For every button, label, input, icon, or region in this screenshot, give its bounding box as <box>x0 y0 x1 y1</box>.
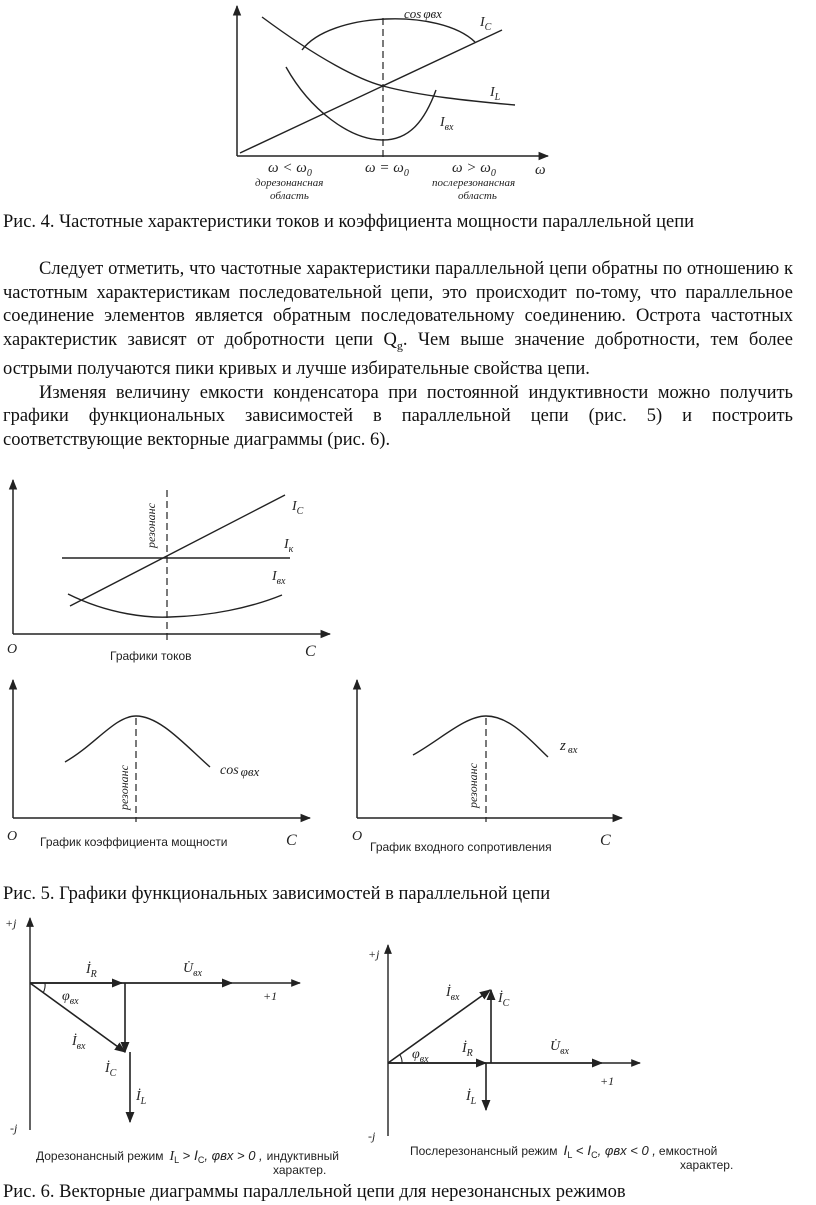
svg-text:Послерезонансный режимIL < IC,: Послерезонансный режим $I_L < I_C$, φвх < 0 , емкостной <box>410 1142 718 1160</box>
svg-text:İвх: $İ_{вх}$ <box>72 1034 86 1052</box>
svg-text:+1: +1 <box>600 1074 615 1088</box>
svg-text:Iвх: $I_{вх}$ <box>272 569 286 587</box>
fig4-region-below-1: дорезонансная <box>255 177 324 189</box>
svg-text:IL: $I_L$ <box>490 85 501 103</box>
fig4-tick-above: ω > ω <box>452 160 491 176</box>
svg-text:cosφвх: cos φвх <box>220 763 260 779</box>
fig6-left-diagram <box>5 916 339 1177</box>
fig4-region-below-2: область <box>270 190 309 202</box>
svg-text:İR: $İ_R$ <box>86 962 97 980</box>
svg-text:+1: +1 <box>263 989 278 1003</box>
fig5-power-label: cos <box>220 763 239 778</box>
fig5-power-resonance: резонанс <box>117 765 131 810</box>
svg-text:-j: -j <box>368 1129 376 1143</box>
fig5-power-title: График коэффициента мощности <box>40 835 228 849</box>
svg-text:характер.: характер. <box>273 1163 327 1177</box>
svg-text:C: C <box>305 643 316 660</box>
fig4-caption: Рис. 4. Частотные характеристики токов и коэффициента мощности параллельной цепи <box>3 212 695 232</box>
paragraph-1: Следует отметить, что частотные характеристики параллельной цепи обратны по отношению к частотным характеристикам последовательной цепи, это происходит по-тому, что параллельное соединение элементов является обратным последовательному соединению. Острота частотных характеристик зависят от добротности цепи $Q_g$. Чем выше значение добротности, тем более острыми получаются пики кривых и лучше избирательные свойства цепи. <box>3 259 793 380</box>
fig4-omega-axis-label: ω <box>535 162 546 178</box>
svg-text:zвх: z $_{вх}$ <box>560 738 578 756</box>
fig6-right-diagram <box>368 945 733 1172</box>
svg-text:O: O <box>352 829 363 844</box>
svg-text:IC: $I_C$ <box>480 15 492 33</box>
svg-text:φвх: $\varphi_{вх}$ <box>412 1047 429 1065</box>
svg-text:İC: $İ_C$ <box>105 1061 117 1079</box>
svg-text:cosφвх: cos φвх <box>404 6 442 21</box>
svg-text:C: C <box>286 832 297 849</box>
fig4-region-above-2: область <box>458 190 497 202</box>
svg-text:İL: $İ_L$ <box>466 1089 477 1107</box>
svg-text:ω = ω0: $\omega = \omega_0$ <box>365 160 409 179</box>
svg-text:İC: $İ_C$ <box>498 991 510 1009</box>
svg-text:U̇вх: $U̇_{вх}$ <box>183 961 202 979</box>
svg-text:C: C <box>600 832 611 849</box>
fig6-right-mode: Послерезонансный режим <box>410 1144 558 1158</box>
fig4-region-above-1: послерезонансная <box>432 177 516 189</box>
svg-text:U̇вх: $U̇_{вх}$ <box>550 1039 569 1057</box>
svg-text:Iвх: $I_{вх}$ <box>440 115 454 133</box>
fig4-tick-below: ω < ω <box>268 160 307 176</box>
fig4-iex-label: I <box>440 115 445 130</box>
fig6-right-iex-vector <box>388 990 490 1063</box>
svg-text:İвх: $İ_{вх}$ <box>446 985 460 1003</box>
fig4-ic-label: I <box>480 15 485 30</box>
svg-text:характер.: характер. <box>680 1158 734 1172</box>
svg-text:ω < ω0: $\omega < \omega_0$ <box>268 160 312 179</box>
svg-text:Дорезонансный режимIL > IC, φ: Дорезонансный режим $I_L > I_C$, φвх > 0 , индуктивный <box>36 1147 339 1165</box>
svg-text:IC: $I_C$ <box>292 499 304 517</box>
svg-text:İL: $İ_L$ <box>136 1089 147 1107</box>
fig4-il-label: I <box>490 85 495 100</box>
svg-text:O: O <box>7 642 18 657</box>
paragraph-2: Изменяя величину емкости конденсатора при постоянной индуктивности можно получить графики функциональных зависимостей в параллельной цепи (рис. 5) и построить соответствующие векторные диаграммы (рис. 6). <box>3 382 793 450</box>
fig6-caption: Рис. 6. Векторные диаграммы параллельной цепи для нерезонансных режимов <box>3 1182 626 1202</box>
fig5-currents-resonance: резонанс <box>144 503 158 548</box>
fig5-impedance-label: z <box>560 738 566 754</box>
fig6-left-mode: Дорезонансный режим <box>36 1149 164 1163</box>
svg-text:+j: +j <box>5 916 17 930</box>
svg-text:ω > ω0: $\omega > \omega_0$ <box>452 160 496 179</box>
fig5-impedance-title: График входного сопротивления <box>370 840 552 854</box>
svg-text:Iк: $I_к$ <box>284 537 294 555</box>
fig5-caption: Рис. 5. Графики функциональных зависимостей в параллельной цепи <box>3 884 551 904</box>
svg-text:φвх: $\varphi_{вх}$ <box>62 989 79 1007</box>
fig4-tick-equal: ω = ω <box>365 160 404 176</box>
svg-text:-j: -j <box>10 1121 18 1135</box>
fig5-impedance-resonance: резонанс <box>466 763 480 808</box>
svg-text:İR: $İ_R$ <box>462 1041 473 1059</box>
svg-text:O: O <box>7 829 18 844</box>
fig4-cos-label: cos <box>404 6 422 21</box>
svg-text:+j: +j <box>368 947 380 961</box>
fig5-currents-title: Графики токов <box>110 649 192 663</box>
